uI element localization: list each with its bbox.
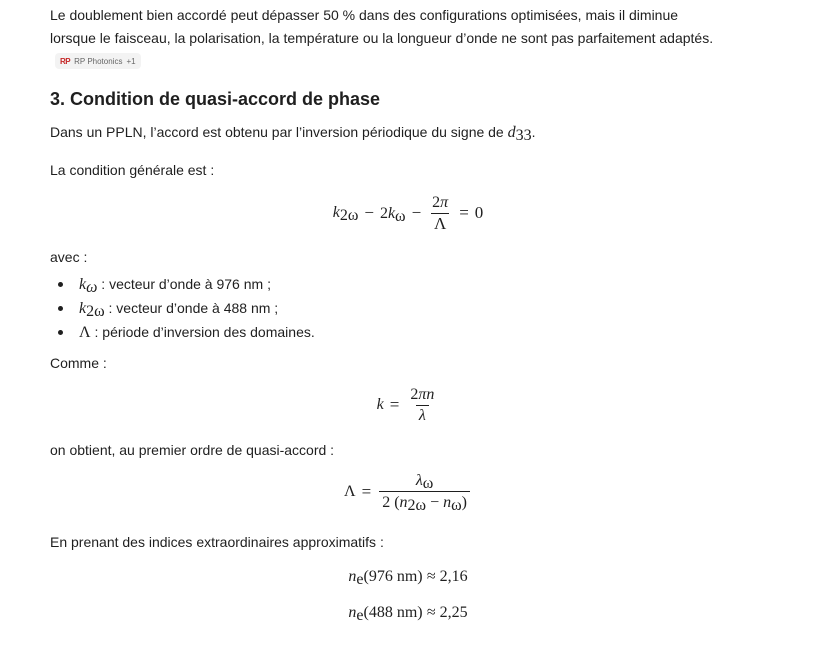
d33-symbol: $d_{33}$	[507, 124, 532, 144]
ppln-paragraph: Dans un PPLN, l’accord est obtenu par l’inversion périodique du signe de $d_{33}$.	[50, 124, 536, 144]
avec-label: avec :	[50, 249, 88, 265]
source-label: RP Photonics	[74, 56, 123, 66]
index-976-equation: $n_e(976$ nm) ≈ 2,16	[348, 568, 468, 588]
wavevector-equation: k = $\frac{2\pi n}{\lambda}$	[376, 386, 435, 424]
intro-line-1: Le doublement bien accordé peut dépasser 50 % dans des configurations optimisées, mais il diminue	[50, 7, 679, 23]
rp-photonics-logo-icon: RP	[60, 56, 71, 66]
source-citation-chip[interactable]	[55, 53, 141, 69]
section-heading: 3. Condition de quasi-accord de phase	[50, 89, 381, 109]
indices-label: En prenant des indices extraordinaires approximatifs :	[50, 534, 384, 550]
general-condition-label: La condition générale est :	[50, 162, 215, 178]
period-equation: Λ = $\frac{\lambda_\omega}{2 (n_{2\omega} - n_\omega)}$	[50, 471, 766, 513]
list-item: $k_{2\omega}$ : vecteur d’onde à 488 nm ;	[50, 296, 315, 320]
qpm-condition-equation: $k_{2\omega}$ − $2k_\omega$ − $\frac{2\pi}{\Lambda}$ = 0	[332, 194, 484, 233]
definitions-list	[50, 272, 315, 344]
comme-label: Comme :	[50, 355, 107, 371]
index-488-equation: $n_e(488$ nm) ≈ 2,25	[348, 604, 468, 624]
ppln-paragraph-text: Dans un PPLN, l’accord est obtenu par l’inversion périodique du signe de	[50, 124, 508, 140]
source-count: +1	[126, 56, 136, 66]
list-item: $k_\omega$ : vecteur d’onde à 976 nm ;	[50, 272, 315, 296]
intro-line-2: lorsque le faisceau, la polarisation, la température ou la longueur d’onde ne sont pas parfaitement adaptés.	[50, 30, 714, 46]
list-item: Λ : période d’inversion des domaines.	[50, 320, 315, 344]
first-order-label: on obtient, au premier ordre de quasi-accord :	[50, 442, 335, 458]
